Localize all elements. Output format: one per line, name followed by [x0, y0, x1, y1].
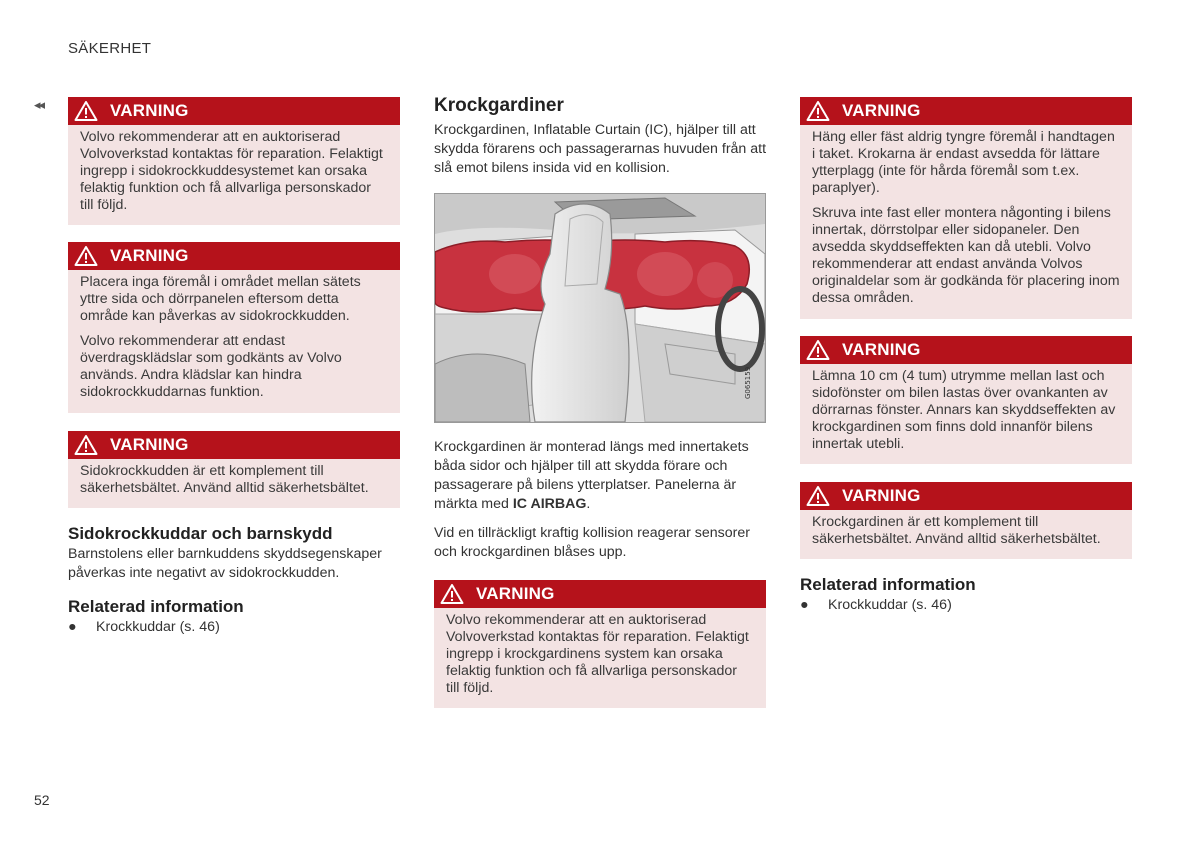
warning-header — [68, 431, 400, 459]
related-item[interactable] — [68, 619, 220, 635]
warning-title: VARNING — [476, 584, 555, 603]
warning-text: Sidokrockkudden är ett komplement till säkerhetsbältet. Använd alltid säkerhetsbältet. — [80, 463, 369, 496]
warning-box — [68, 431, 400, 508]
warning-text: Volvo rekommenderar att endast överdragsklädslar som godkänts av Volvo används. Andra klädslar kan hindra sidokrockkuddarnas funktion. — [80, 333, 342, 400]
warning-title: VARNING — [842, 486, 921, 505]
bullet-icon: ● — [68, 619, 77, 635]
collision-text: Vid en tillräckligt kraftig kollision reagerar sensorer och krockgardinen blåses upp. — [434, 525, 750, 560]
subsection-title: Sidokrockkuddar och barnskydd — [68, 524, 333, 543]
warning-header — [68, 242, 400, 270]
ic-airbag-label: IC AIRBAG — [512, 496, 587, 512]
related-title: Relaterad information — [68, 597, 244, 616]
related-item[interactable] — [800, 597, 952, 613]
related-link[interactable]: Krockkuddar (s. 46) — [828, 597, 952, 613]
description-suffix: . — [586, 496, 591, 512]
car-interior-image — [435, 194, 765, 422]
warning-title: VARNING — [842, 101, 921, 120]
warning-title: VARNING — [110, 246, 189, 265]
figure-code: G065159 — [744, 366, 752, 399]
warning-box — [800, 336, 1132, 464]
warning-text: Volvo rekommenderar att en auktoriserad Volvoverkstad kontaktas för reparation. Felaktigt ingrepp i sidokrockkuddesystemet kan orsaka felaktig funktion och få allvarliga personskador till följd. — [80, 129, 383, 213]
warning-triangle-icon — [440, 583, 464, 605]
warning-triangle-icon — [806, 100, 830, 122]
warning-triangle-icon — [74, 100, 98, 122]
bullet-icon: ● — [800, 597, 809, 613]
section-title: SÄKERHET — [68, 40, 152, 57]
warning-header — [68, 97, 400, 125]
warning-title: VARNING — [842, 340, 921, 359]
related-link[interactable]: Krockkuddar (s. 46) — [96, 619, 220, 635]
warning-title: VARNING — [110, 435, 189, 454]
subsection-text: Barnstolens eller barnkuddens skyddsegenskaper påverkas inte negativt av sidokrockkudden. — [68, 546, 382, 581]
back-nav-icon[interactable]: ◂◂ — [34, 97, 44, 112]
description-prefix: Krockgardinen är monterad längs med innertakets båda sidor och hjälper till att skydda förare och passagerare på bilens ytterplatser. Panelerna är märkta med — [434, 439, 749, 512]
warning-header — [800, 482, 1132, 510]
warning-text: Lämna 10 cm (4 tum) utrymme mellan last och sidofönster om bilen lastas över ovankanten av dörrarnas fönster. Annars kan skyddseffekten av krockgardinen som finns dold innanför bilens innertak utebli. — [812, 368, 1116, 452]
warning-text: Skruva inte fast eller montera någonting i bilens innertak, dörrstolpar eller sidopaneler. Den avsedda skyddseffekten kan då utebli. Volvo rekommenderar att endast använda Volvos originaldelar som är godkända för placering inom dessa områden. — [812, 205, 1120, 306]
warning-header — [434, 580, 766, 608]
warning-triangle-icon — [74, 434, 98, 456]
warning-text: Placera inga föremål i området mellan sätets yttre sida och dörrpanelen eftersom detta område kan påverkas av sidokrockkudden. — [80, 274, 361, 324]
warning-header — [800, 97, 1132, 125]
intro-text: Krockgardinen, Inflatable Curtain (IC), hjälper till att skydda förarens och passagerarnas huvuden från att slå emot bilens insida vid en kollision. — [434, 122, 767, 176]
warning-triangle-icon — [74, 245, 98, 267]
warning-text: Häng eller fäst aldrig tyngre föremål i handtagen i taket. Krokarna är endast avsedda för lättare ytterplagg (inte för hårda föremål som t.ex. paraplyer). — [812, 129, 1115, 196]
curtain-airbag-illustration — [434, 193, 766, 423]
warning-text: Krockgardinen är ett komplement till säkerhetsbältet. Använd alltid säkerhetsbältet. — [812, 514, 1101, 547]
related-title: Relaterad information — [800, 575, 976, 594]
warning-box — [68, 97, 400, 225]
warning-text: Volvo rekommenderar att en auktoriserad Volvoverkstad kontaktas för reparation. Felaktigt ingrepp i krockgardinens system kan orsaka felaktig funktion och få allvarliga personskador till följd. — [446, 612, 749, 696]
warning-box — [434, 580, 766, 708]
warning-box — [800, 482, 1132, 559]
warning-box — [800, 97, 1132, 319]
description-text — [434, 438, 768, 514]
warning-triangle-icon — [806, 339, 830, 361]
warning-title: VARNING — [110, 101, 189, 120]
page-number: 52 — [34, 792, 50, 808]
page-title: Krockgardiner — [434, 95, 564, 116]
warning-box — [68, 242, 400, 413]
warning-triangle-icon — [806, 485, 830, 507]
warning-header — [800, 336, 1132, 364]
